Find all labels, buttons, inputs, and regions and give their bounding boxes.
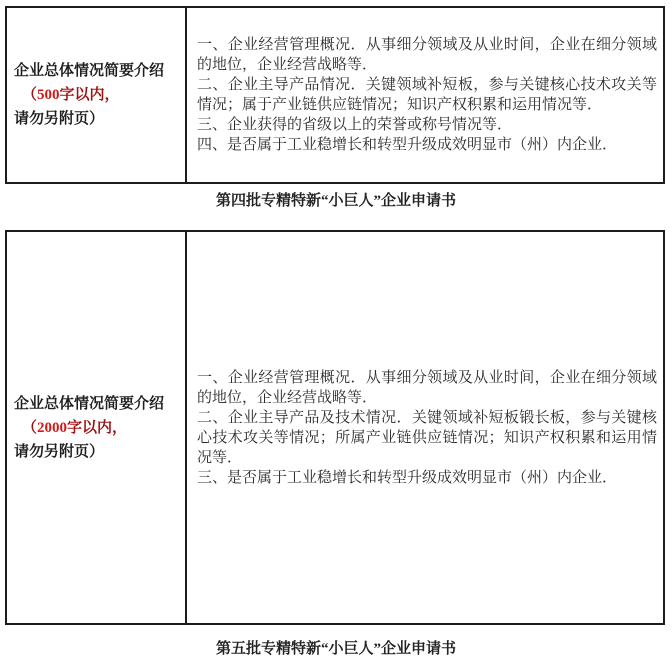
no-extra-pages-note: 请勿另附页） xyxy=(14,111,105,127)
description-item: 三、企业获得的省级以上的荣誉或称号情况等． xyxy=(197,117,513,133)
description-item: 四、是否属于工业稳增长和转型升级成效明显市（州）内企业． xyxy=(197,137,618,153)
field-label-cell xyxy=(7,8,187,182)
form-table-batch4 xyxy=(5,6,665,184)
limit-open-paren: （ xyxy=(22,419,38,436)
description-item: 二、企业主导产品情况．关键领域补短板，参与关键核心技术攻关等情况；属于产业链供应链情况；知识产权积累和运用情况等． xyxy=(197,77,657,113)
field-title: 企业总体情况简要介绍 xyxy=(14,395,165,412)
description-item: 一、企业经营管理概况．从事细分领域及从业时间，企业在细分领域的地位，企业经营战略等． xyxy=(197,369,657,406)
word-limit-note xyxy=(14,416,181,440)
limit-number: 2000 xyxy=(37,419,68,436)
description-item: 一、企业经营管理概况．从事细分领域及从业时间，企业在细分领域的地位，企业经营战略等． xyxy=(197,37,657,73)
limit-number: 500 xyxy=(37,87,60,103)
field-title: 企业总体情况简要介绍 xyxy=(14,63,165,79)
no-extra-pages-note: 请勿另附页） xyxy=(14,443,105,460)
limit-text: 字以内， xyxy=(67,419,128,436)
limit-open-paren: （ xyxy=(22,87,38,103)
field-description-cell xyxy=(187,8,663,182)
description-item: 二、企业主导产品及技术情况．关键领域补短板锻长板，参与关键核心技术攻关等情况；所属产业链供应链情况；知识产权积累和运用情况等． xyxy=(197,409,657,466)
field-label-cell xyxy=(7,232,187,623)
table-caption-batch5: 第五批专精特新“小巨人”企业申请书 xyxy=(215,641,456,657)
description-item: 三、是否属于工业稳增长和转型升级成效明显市（州）内企业． xyxy=(197,469,618,486)
field-description-cell xyxy=(187,232,663,623)
limit-text: 字以内， xyxy=(59,87,120,103)
table-caption-batch4: 第四批专精特新“小巨人”企业申请书 xyxy=(215,193,456,209)
form-table-batch5 xyxy=(5,230,665,625)
word-limit-note xyxy=(14,83,181,107)
